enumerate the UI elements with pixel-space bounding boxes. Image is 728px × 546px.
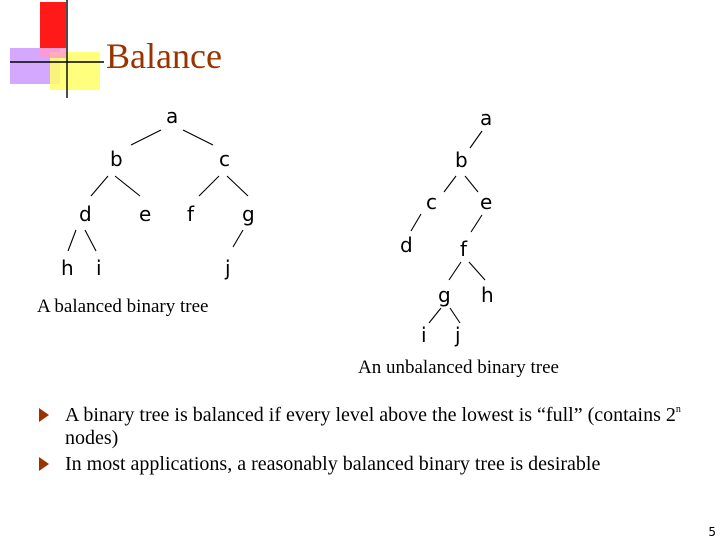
balanced-node-b: b [110, 147, 123, 171]
unbalanced-node-d: d [400, 233, 413, 257]
edge-g-j [233, 230, 243, 247]
edge-b-c [444, 176, 456, 192]
balanced-node-e: e [139, 202, 152, 226]
bullet-marker-icon [39, 457, 49, 471]
balanced-node-c: c [219, 147, 230, 171]
balanced-node-i: i [96, 256, 102, 280]
bullet-item [38, 404, 718, 450]
unbalanced-node-c: c [426, 190, 437, 214]
bullet-marker-icon [39, 408, 49, 422]
edge-a-c [183, 130, 213, 145]
balanced-tree-nodes [61, 104, 255, 280]
edge-c-d [411, 214, 421, 231]
edge-d-h [68, 230, 76, 251]
unbalanced-tree-caption: An unbalanced binary tree [358, 357, 559, 378]
bullet-superscript: n [675, 404, 681, 415]
unbalanced-node-b: b [455, 148, 468, 172]
edge-f-h [469, 262, 485, 280]
edge-c-f [199, 176, 219, 196]
unbalanced-node-j: j [455, 323, 461, 347]
balanced-node-j: j [225, 256, 231, 280]
unbalanced-node-f: f [460, 237, 468, 261]
bullet-list [38, 404, 718, 479]
edge-b-e [465, 176, 478, 192]
page-number: 5 [708, 525, 716, 539]
edge-d-i [85, 230, 96, 251]
unbalanced-node-g: g [438, 283, 451, 307]
edge-e-f [471, 215, 482, 232]
unbalanced-node-e: e [480, 190, 493, 214]
bullet-text: In most applications, a reasonably balanced binary tree is desirable [65, 453, 601, 475]
unbalanced-node-a: a [480, 106, 493, 130]
edge-b-e [115, 176, 140, 196]
slide-title: Balance [106, 36, 222, 76]
bullet-item [38, 453, 718, 476]
balanced-node-a: a [166, 104, 179, 128]
edge-f-g [449, 262, 461, 280]
edge-g-j [450, 308, 460, 323]
bullet-text-before: A binary tree is balanced if every level above the lowest is “full” (contains 2 [65, 404, 676, 426]
unbalanced-node-i: i [421, 323, 427, 347]
edge-a-b [131, 130, 161, 145]
balanced-node-g: g [242, 202, 255, 226]
unbalanced-node-h: h [481, 283, 494, 307]
edge-c-g [227, 176, 248, 196]
balanced-node-f: f [187, 202, 195, 226]
edge-g-i [429, 308, 441, 323]
edge-a-b [470, 131, 482, 148]
balanced-node-h: h [61, 256, 74, 280]
bullet-text-after: nodes) [65, 427, 119, 449]
balanced-node-d: d [79, 202, 92, 226]
edge-b-d [91, 176, 108, 196]
balanced-tree-caption: A balanced binary tree [37, 296, 209, 317]
